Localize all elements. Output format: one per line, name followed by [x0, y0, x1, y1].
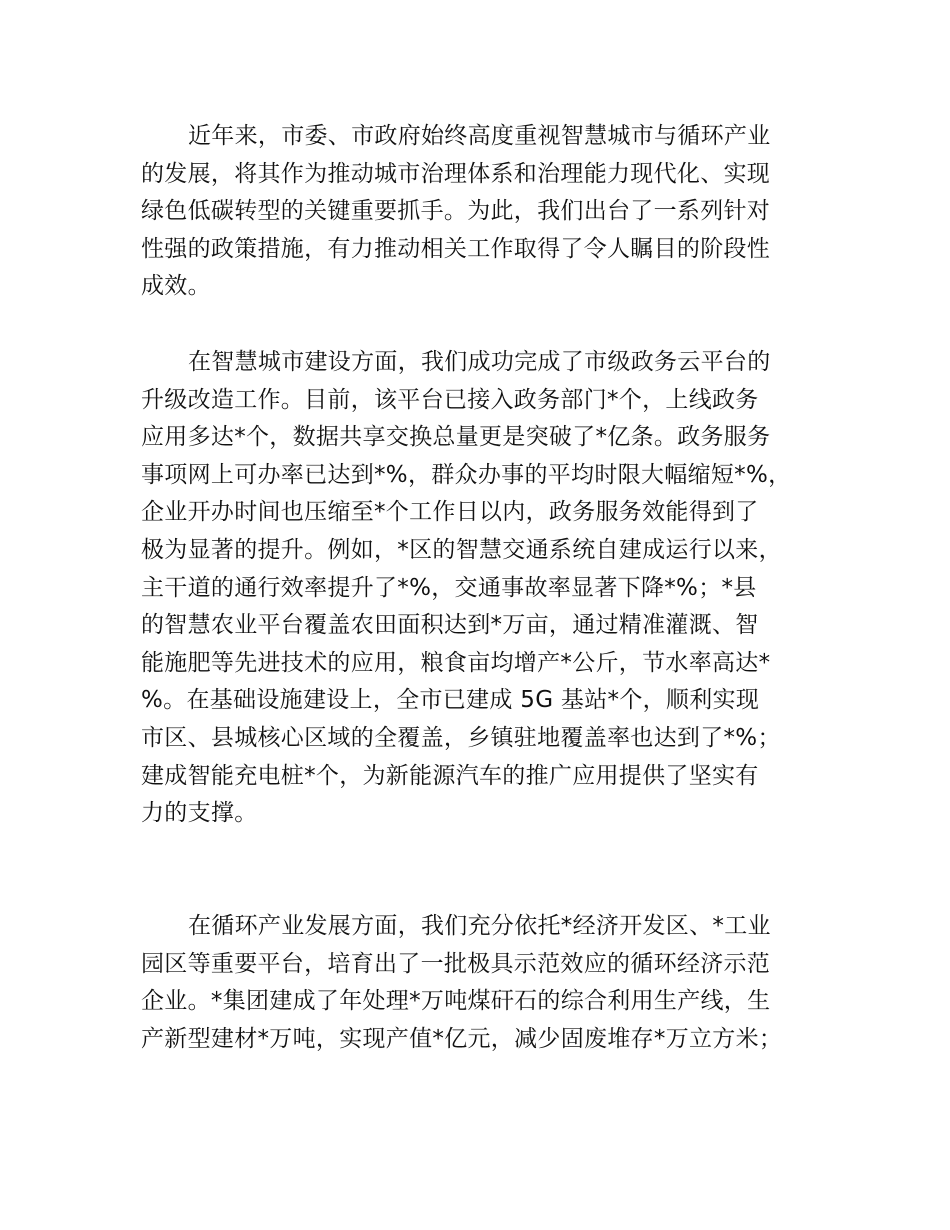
paragraph-intro [141, 118, 813, 306]
text-line: 在循环产业发展方面，我们充分依托*经济开发区、*工业 [188, 913, 771, 939]
text-line: 近年来，市委、市政府始终高度重视智慧城市与循环产业 [188, 123, 771, 149]
text-line: 在智慧城市建设方面，我们成功完成了市级政务云平台的 [188, 349, 771, 375]
text-line: 性强的政策措施，有力推动相关工作取得了令人瞩目的阶段性 [141, 235, 771, 262]
text-line: 的发展，将其作为推动城市治理体系和治理能力现代化、实现 [141, 160, 771, 187]
text-line: 产新型建材*万吨，实现产值*亿元，减少固废堆存*万立方米； [141, 1025, 783, 1052]
text-line: 的智慧农业平台覆盖农田面积达到*万亩，通过精准灌溉、智 [141, 612, 759, 639]
text-line: 企业开办时间也压缩至*个工作日以内，政务服务效能得到了 [141, 499, 759, 526]
text-line: 绿色低碳转型的关键重要抓手。为此，我们出台了一系列针对 [141, 198, 771, 225]
text-line: 主干道的通行效率提升了*%，交通事故率显著下降*%；*县 [141, 574, 757, 601]
text-line: 能施肥等先进技术的应用，粮食亩均增产*公斤，节水率高达* [141, 649, 771, 676]
paragraph-smart-city [141, 344, 813, 833]
text-line: 成效。 [141, 273, 211, 300]
text-line: 市区、县城核心区域的全覆盖，乡镇驻地覆盖率也达到了*%； [141, 724, 781, 751]
text-line: 企业。*集团建成了年处理*万吨煤矸石的综合利用生产线，生 [141, 988, 771, 1015]
text-line: 升级改造工作。目前，该平台已接入政务部门*个，上线政务 [141, 386, 759, 413]
text-line: 建成智能充电桩*个，为新能源汽车的推广应用提供了坚实有 [141, 762, 759, 789]
text-line: %。在基础设施建设上，全市已建成 5G 基站*个，顺利实现 [141, 687, 760, 714]
text-line: 事项网上可办率已达到*%，群众办事的平均时限大幅缩短*%， [141, 461, 792, 488]
text-line: 极为显著的提升。例如，*区的智慧交通系统自建成运行以来， [141, 536, 782, 563]
paragraph-circular-industry [141, 908, 813, 1058]
text-line: 力的支撑。 [141, 800, 258, 827]
text-line: 应用多达*个，数据共享交换总量更是突破了*亿条。政务服务 [141, 424, 771, 451]
text-line: 园区等重要平台，培育出了一批极具示范效应的循环经济示范 [141, 950, 771, 977]
